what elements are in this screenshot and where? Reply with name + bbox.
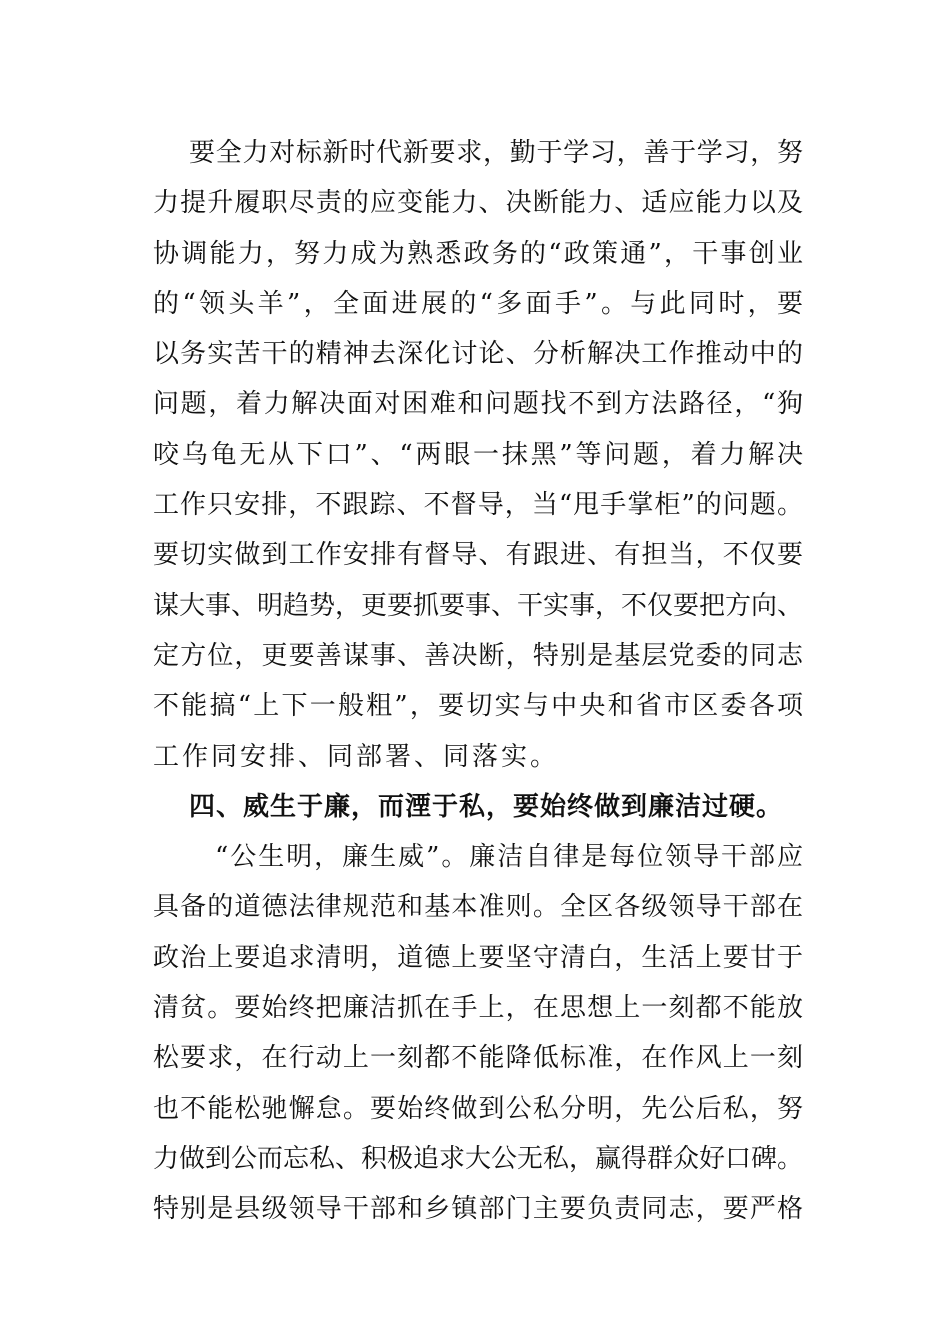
section-heading: 四、威生于廉，而湮于私，要始终做到廉洁过硬。 [189,791,784,822]
paragraph-line: 清贫。要始终把廉洁抓在手上，在思想上一刻都不能放 [153,993,803,1024]
paragraph-line: “公生明，廉生威”。廉洁自律是每位领导干部应 [215,842,803,873]
paragraph-line: 定方位，更要善谋事、善决断，特别是基层党委的同志 [153,640,803,671]
paragraph-line: 要切实做到工作安排有督导、有跟进、有担当，不仅要 [153,540,803,571]
paragraph-line: 松要求，在行动上一刻都不能降低标准，在作风上一刻 [153,1043,803,1074]
paragraph-line: 力做到公而忘私、积极追求大公无私，赢得群众好口碑。 [153,1143,804,1174]
paragraph-line: 协调能力，努力成为熟悉政务的“政策通”，干事创业 [153,238,803,269]
paragraph-line: 力提升履职尽责的应变能力、决断能力、适应能力以及 [153,188,803,219]
paragraph-line: 工作同安排、同部署、同落实。 [153,741,560,772]
paragraph-line: 以务实苦干的精神去深化讨论、分析解决工作推动中的 [153,339,803,370]
paragraph-line: 特别是县级领导干部和乡镇部门主要负责同志，要严格 [153,1194,803,1225]
paragraph-line: 工作只安排，不跟踪、不督导，当“甩手掌柜”的问题。 [153,490,803,521]
paragraph-line: 谋大事、明趋势，更要抓要事、干实事，不仅要把方向、 [153,590,804,621]
paragraph-line: 政治上要追求清明，道德上要坚守清白，生活上要甘于 [153,942,803,973]
paragraph-line: 具备的道德法律规范和基本准则。全区各级领导干部在 [153,892,803,923]
document-body [153,128,803,1235]
paragraph-line: 咬乌龟无从下口”、“两眼一抹黑”等问题，着力解决 [153,439,803,470]
paragraph-line: 不能搞“上下一般粗”，要切实与中央和省市区委各项 [153,691,803,722]
paragraph-line: 问题，着力解决面对困难和问题找不到方法路径，“狗 [153,389,803,420]
paragraph-line: 也不能松驰懈怠。要始终做到公私分明，先公后私，努 [153,1093,803,1124]
paragraph-line: 的“领头羊”，全面进展的“多面手”。与此同时，要 [153,288,803,319]
paragraph-line: 要全力对标新时代新要求，勤于学习，善于学习，努 [189,138,803,168]
